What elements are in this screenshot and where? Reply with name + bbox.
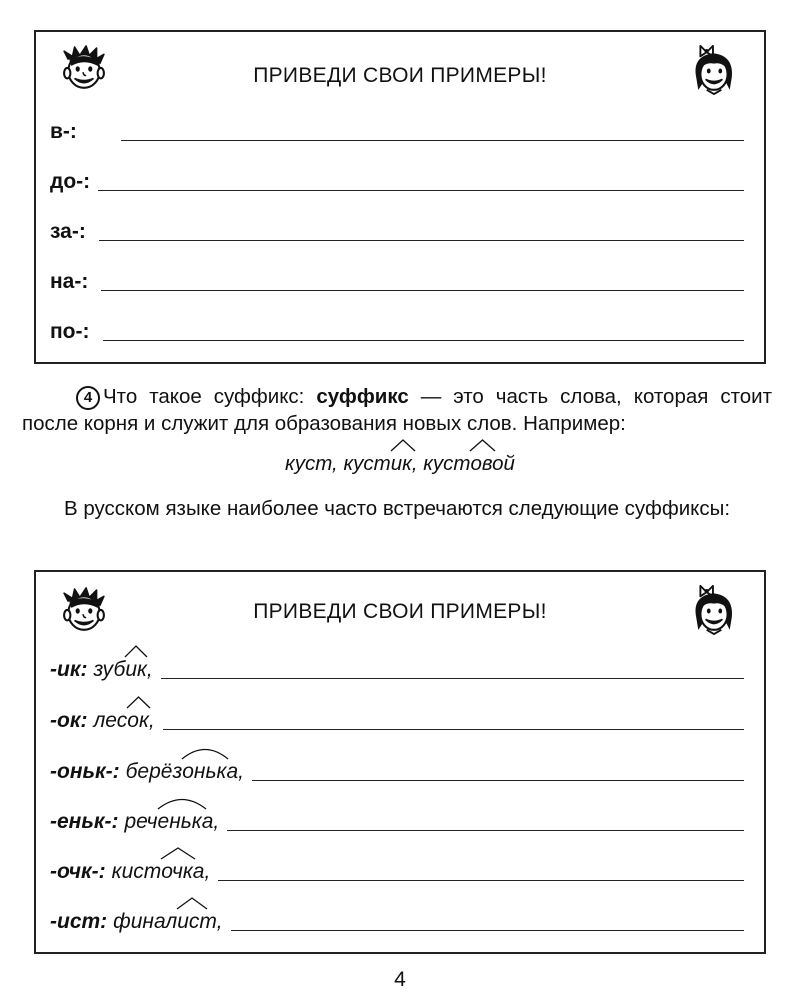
- task-number: 4: [76, 386, 100, 410]
- word-ending: ,: [146, 658, 153, 681]
- suffix-label: -очк-:: [50, 860, 106, 883]
- prefix-label: в-:: [50, 120, 77, 143]
- word-stem: лес: [93, 709, 128, 732]
- suffix-text: ик: [390, 452, 412, 475]
- suffix-examples: [0, 452, 800, 476]
- prefix-row-po: [50, 314, 744, 344]
- suffix-mark: [158, 810, 202, 833]
- prefix-label: на-:: [50, 270, 89, 293]
- suffix-label: -ист:: [50, 910, 108, 933]
- answer-line[interactable]: [227, 830, 744, 831]
- box-title: ПРИВЕДИ СВОИ ПРИМЕРЫ!: [253, 600, 547, 623]
- example-word: куст,: [285, 452, 344, 475]
- answer-line[interactable]: [99, 240, 744, 241]
- examples-box-suffixes: [34, 570, 766, 954]
- suffix-row-ist: [50, 904, 744, 934]
- prefix-row-do: [50, 164, 744, 194]
- answer-line[interactable]: [98, 190, 744, 191]
- examples-box-prefixes: [34, 30, 766, 364]
- answer-line[interactable]: [231, 930, 744, 931]
- common-suffixes-text: В русском языке наиболее часто встречаются следующие суффиксы:: [64, 497, 731, 520]
- definition-text: — это часть слова, которая стоит после корня и служит для образования новых слов. Например:: [22, 385, 772, 435]
- suffix-arc-icon: [469, 438, 496, 452]
- prefix-row-na: [50, 264, 744, 294]
- word-ending: ой: [492, 452, 515, 475]
- suffix-arc-icon: [176, 896, 208, 910]
- suffix-row-ik: [50, 652, 744, 682]
- word-ending: ,: [216, 910, 223, 933]
- answer-line[interactable]: [161, 678, 744, 679]
- word-ending: а,: [192, 860, 211, 883]
- suffix-arc-icon: [390, 438, 416, 452]
- suffix-arc-icon: [157, 796, 207, 810]
- answer-line[interactable]: [218, 880, 744, 881]
- page-number: 4: [394, 968, 406, 991]
- suffix-mark: [125, 658, 147, 681]
- term-suffix: суффикс: [316, 385, 409, 408]
- suffix-text: ист: [177, 910, 217, 933]
- word-stem: зуб: [93, 658, 126, 681]
- answer-line[interactable]: [101, 290, 744, 291]
- suffix-text: еньк: [157, 810, 202, 833]
- word-stem: кист: [111, 860, 162, 883]
- suffix-row-enk: [50, 804, 744, 834]
- answer-line[interactable]: [163, 729, 744, 730]
- suffix-arc-icon: [124, 644, 148, 658]
- answer-line[interactable]: [121, 140, 744, 141]
- suffix-row-ok: [50, 703, 744, 733]
- suffix-text: ок: [127, 709, 149, 732]
- girl-face-icon: [692, 584, 736, 638]
- task-4-paragraph: [22, 383, 772, 437]
- word-ending: ,: [148, 709, 155, 732]
- suffix-mark: [161, 860, 193, 883]
- example-word: [113, 910, 222, 934]
- suffix-text: ов: [470, 452, 493, 475]
- example-word: [112, 860, 211, 884]
- girl-face-icon: [692, 44, 736, 98]
- suffix-arc-icon: [181, 746, 229, 760]
- word-stem: берёз: [125, 760, 183, 783]
- prefix-label: за-:: [50, 220, 86, 243]
- word-stem: куст: [423, 452, 471, 475]
- suffix-row-onk: [50, 754, 744, 784]
- suffix-label: -ик:: [50, 658, 88, 681]
- suffix-row-ochk: [50, 854, 744, 884]
- example-word: [93, 709, 154, 733]
- answer-line[interactable]: [103, 340, 745, 341]
- task-intro: Что такое суффикс:: [103, 385, 317, 408]
- suffix-mark: [182, 760, 226, 783]
- suffix-label: -еньк-:: [50, 810, 119, 833]
- word-stem: реч: [124, 810, 158, 833]
- suffix-text: очк: [161, 860, 193, 883]
- suffix-mark: [470, 452, 492, 475]
- suffix-label: -оньк-:: [50, 760, 120, 783]
- box-title: ПРИВЕДИ СВОИ ПРИМЕРЫ!: [253, 64, 547, 87]
- suffix-mark: [177, 910, 216, 933]
- example-word: [126, 760, 244, 784]
- word-ending: а,: [201, 810, 220, 833]
- suffix-mark: [391, 452, 412, 475]
- word-ending: а,: [226, 760, 244, 783]
- example-word: [124, 810, 219, 834]
- suffix-mark: [127, 709, 149, 732]
- suffix-arc-icon: [160, 846, 196, 860]
- word-stem: куст: [343, 452, 391, 475]
- word-ending: ,: [411, 452, 424, 475]
- suffix-arc-icon: [126, 695, 151, 709]
- word-stem: финал: [113, 910, 178, 933]
- example-word: [93, 658, 152, 682]
- suffix-label: -ок:: [50, 709, 88, 732]
- prefix-row-za: [50, 214, 744, 244]
- common-suffixes-paragraph: [22, 495, 772, 522]
- suffix-text: оньк: [182, 760, 227, 783]
- answer-line[interactable]: [252, 780, 744, 781]
- suffix-text: ик: [125, 658, 147, 681]
- prefix-label: до-:: [50, 170, 91, 193]
- prefix-label: по-:: [50, 320, 90, 343]
- prefix-row-v: [50, 114, 744, 144]
